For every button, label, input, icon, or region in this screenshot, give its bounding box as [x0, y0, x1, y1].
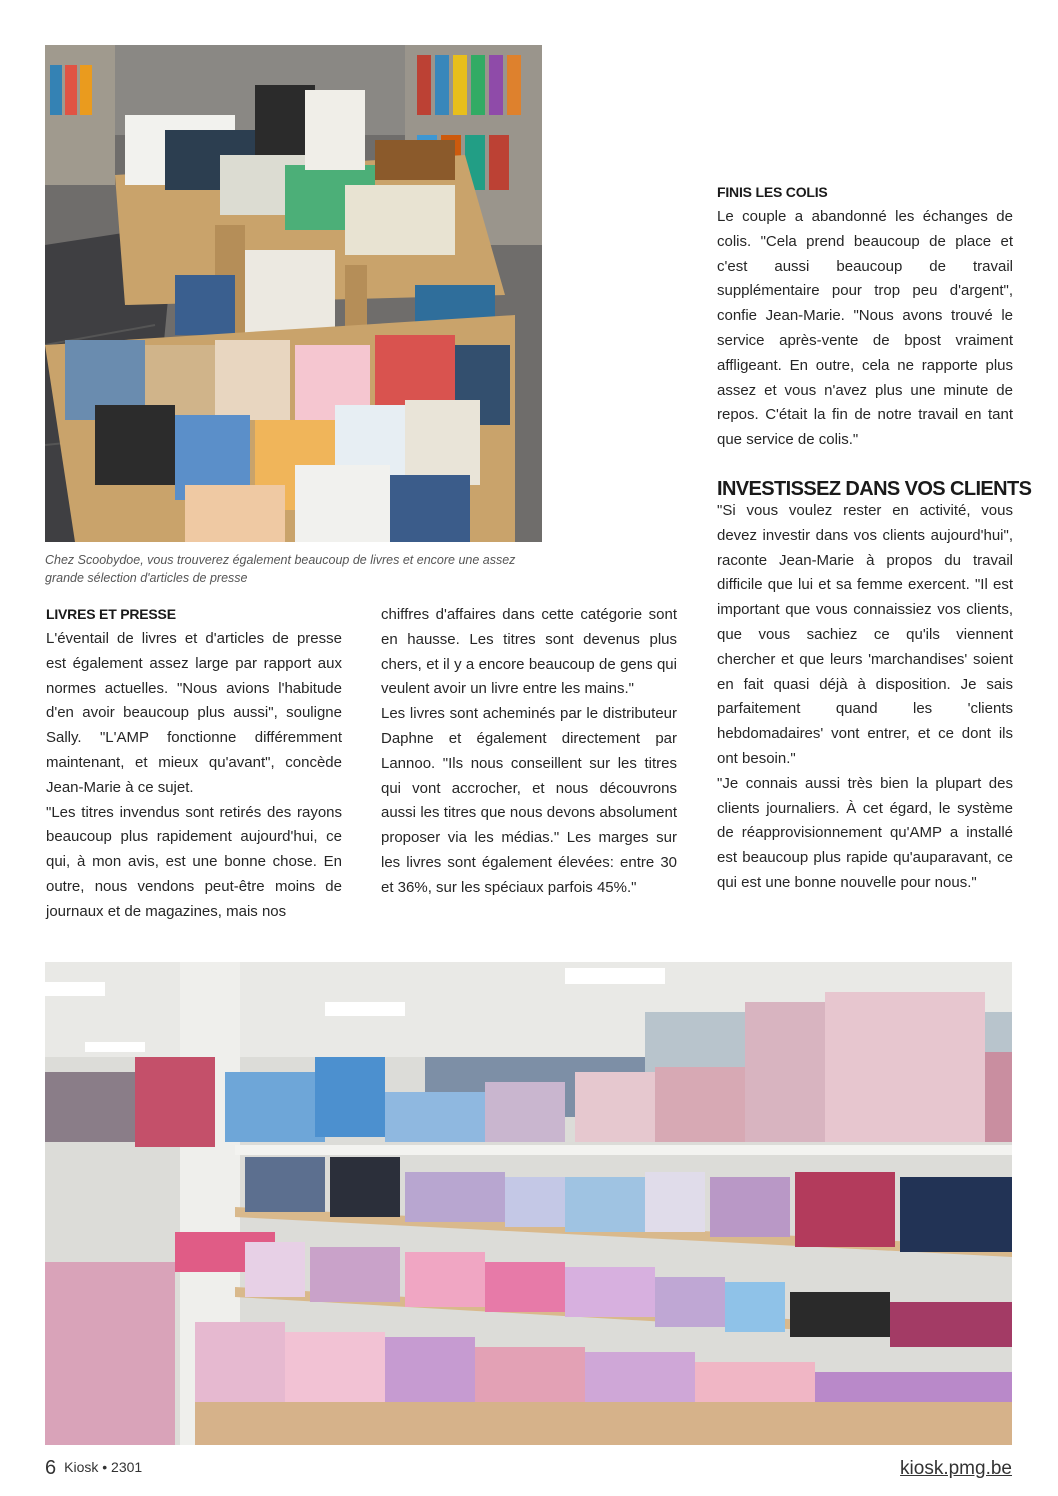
website-link[interactable]: kiosk.pmg.be — [900, 1458, 1012, 1479]
paragraph: "Si vous voulez rester en activité, vous devez investir dans vos clients aujourd'hui", raconte Jean-Marie à propos du travail difficile que lui et sa femme exercent. "Il est important que vous connaissiez vos clients, que vous sachiez ce qu'ils viennent chercher et que leurs 'marchandises' soient en fait quasi déjà à disposition. Je sais parfaitement quand les 'clients hebdomadaires' vont entrer, et ce dont ils ont besoin." — [717, 502, 1013, 767]
article-column-2 — [381, 603, 677, 901]
books-photo-illustration — [45, 45, 542, 542]
section-heading-colis: FINIS LES COLIS — [717, 184, 828, 200]
section-heading-clients: INVESTISSEZ DANS VOS CLIENTS — [717, 478, 1032, 500]
publication-issue: Kiosk • 2301 — [64, 1459, 143, 1475]
paragraph: Le couple a abandonné les échanges de colis. "Cela prend beaucoup de place et c'est aussi beaucoup de travail supplémentaire pour trop peu d'argent", confie Jean-Marie. "Nous avons trouvé le service après-vente de bpost vraiment affligeant. En outre, cela ne rapporte plus assez et vous n'avez plus une minute de repos. C'était la fin de notre travail en tant que service de colis." — [717, 208, 1013, 449]
paragraph: Les livres sont acheminés par le distributeur Daphne et également directement par Lannoo. "Ils nous conseillent sur les titres qui vont accrocher, et nous découvrons aussi les titres que nous devons absolument proposer via les médias." Les marges sur les livres sont également élevées: entre 30 et 36%, sur les spéciaux parfois 45%." — [381, 705, 677, 896]
article-column-1 — [46, 603, 342, 925]
paragraph: chiffres d'affaires dans cette catégorie sont en hausse. Les titres sont devenus plus chers, et il y a encore beaucoup de gens qui veulent avoir un livre entre les mains." — [381, 606, 677, 698]
paragraph: "Les titres invendus sont retirés des rayons beaucoup plus rapidement aujourd'hui, ce qui, à mon avis, est une bonne chose. En outre, nous vendons peut-être moins de journaux et de magazines, mais nos — [46, 803, 342, 920]
article-column-3-clients — [717, 475, 1032, 896]
photo-stationery-shelves — [45, 962, 1012, 1445]
shop-photo-illustration — [45, 962, 1012, 1445]
paragraph: "Je connais aussi très bien la plupart des clients journaliers. À cet égard, le système de réapprovisionnement qu'AMP a installé est beaucoup plus rapide qu'auparavant, ce qui est une bonne nouvelle pour nous." — [717, 774, 1013, 891]
footer-publication — [45, 1457, 142, 1480]
photo-caption: Chez Scoobydoe, vous trouverez également beaucoup de livres et encore une assez grande sélection d'articles de presse — [45, 553, 516, 585]
article-column-3-colis — [717, 181, 1013, 453]
paragraph: L'éventail de livres et d'articles de presse est également assez large par rapport aux normes actuelles. "Nous avions l'habitude d'en avoir beaucoup plus aussi", souligne Sally. "L'AMP fonctionne différemment maintenant, et mieux qu'avant", concède Jean-Marie à ce sujet. — [46, 630, 342, 796]
page-number: 6 — [45, 1457, 57, 1479]
section-heading-livres: LIVRES ET PRESSE — [46, 606, 176, 622]
photo-books-display — [45, 45, 542, 542]
